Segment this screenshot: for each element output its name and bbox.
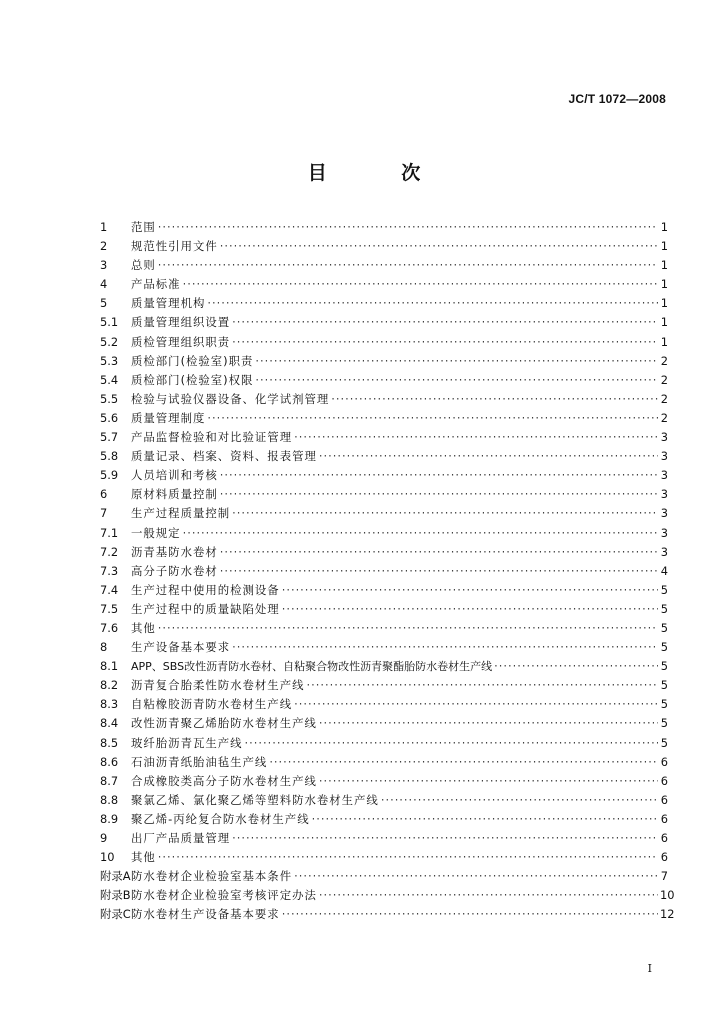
toc-entry-number: 7.6: [100, 620, 119, 635]
toc-entry-title: 总则: [131, 258, 156, 273]
toc-entry: [100, 390, 668, 409]
toc-entry-page: 6: [660, 831, 668, 845]
table-of-contents: [100, 218, 675, 924]
toc-entry: [100, 352, 668, 371]
toc-entry: [100, 237, 668, 256]
toc-entry-page: 5: [660, 697, 668, 712]
toc-entry-page: 3: [660, 449, 668, 464]
toc-entry: [100, 829, 668, 848]
toc-leader-dots: [220, 543, 658, 562]
toc-entry-title: 出厂产品质量管理: [131, 831, 231, 845]
toc-entry: [100, 333, 668, 352]
toc-entry: [100, 313, 668, 332]
toc-entry: [100, 772, 668, 791]
toc-entry-title: 聚乙烯-丙纶复合防水卷材生产线: [131, 811, 310, 826]
toc-entry-page: 5: [660, 659, 668, 674]
toc-entry-number: 5.2: [100, 334, 119, 349]
toc-leader-dots: [158, 619, 658, 638]
toc-entry: [100, 562, 668, 581]
toc-entry-title: 防水卷材企业检验室考核评定办法: [131, 888, 317, 903]
toc-leader-dots: [319, 447, 658, 466]
toc-entry-title: 质量管理组织设置: [131, 315, 231, 330]
toc-entry-number: 7.1: [100, 525, 119, 540]
toc-entry: [100, 638, 668, 657]
toc-entry-page: 6: [660, 773, 668, 788]
page-title: 目 次: [307, 162, 455, 184]
toc-entry-page: 1: [660, 220, 668, 234]
toc-entry-number: 7.4: [100, 582, 119, 597]
toc-leader-dots: [282, 600, 658, 619]
toc-entry: [100, 466, 668, 485]
toc-entry-page: 2: [660, 391, 668, 406]
toc-leader-dots: [269, 753, 658, 772]
toc-entry-title: 人员培训和考核: [131, 468, 218, 483]
toc-entry-page: 1: [660, 277, 668, 292]
toc-entry-title: 沥青基防水卷材: [131, 544, 218, 559]
toc-entry-title: 原材料质量控制: [131, 487, 218, 502]
toc-entry: [100, 371, 668, 390]
toc-leader-dots: [294, 428, 658, 447]
toc-leader-dots: [232, 504, 658, 523]
toc-entry-page: 1: [660, 296, 668, 311]
toc-entry-number: 2: [100, 239, 108, 254]
toc-entry-number: 7.5: [100, 601, 119, 616]
toc-entry-title: 防水卷材生产设备基本要求: [131, 907, 280, 922]
toc-entry-number: 5.4: [100, 372, 119, 387]
toc-entry-title: 规范性引用文件: [131, 239, 218, 254]
toc-entry: [100, 581, 668, 600]
toc-entry-number: 5.6: [100, 410, 119, 425]
toc-entry-title: 聚氯乙烯、氯化聚乙烯等塑料防水卷材生产线: [131, 792, 379, 807]
toc-entry-page: 1: [660, 258, 668, 273]
toc-entry-title: 质检部门(检验室)职责: [131, 353, 254, 368]
toc-entry-page: 3: [660, 468, 668, 483]
toc-leader-dots: [232, 829, 658, 848]
toc-leader-dots: [158, 256, 658, 275]
toc-entry-page: 1: [660, 239, 668, 254]
toc-leader-dots: [220, 485, 658, 504]
toc-entry-page: 5: [660, 582, 668, 597]
toc-entry-title: 质量管理制度: [131, 410, 206, 425]
toc-entry-title: 质检管理组织职责: [131, 334, 231, 349]
toc-entry-number: 5.1: [100, 315, 119, 330]
toc-leader-dots: [232, 638, 658, 657]
toc-leader-dots: [282, 581, 658, 600]
toc-leader-dots: [319, 772, 658, 791]
toc-entry: [100, 543, 668, 562]
toc-leader-dots: [282, 905, 658, 924]
toc-entry-page: 2: [660, 410, 668, 425]
toc-entry-page: 6: [660, 811, 668, 826]
toc-entry-page: 5: [660, 678, 668, 693]
toc-entry: [100, 256, 668, 275]
toc-entry: [100, 428, 668, 447]
toc-entry-title: 玻纤胎沥青瓦生产线: [131, 735, 243, 750]
toc-entry-number: 8.5: [100, 735, 119, 750]
toc-entry: [100, 218, 668, 237]
toc-leader-dots: [331, 390, 658, 409]
toc-entry-page: 6: [660, 792, 668, 807]
toc-leader-dots: [158, 218, 658, 237]
toc-entry-title: 合成橡胶类高分子防水卷材生产线: [131, 773, 317, 788]
toc-entry-page: 1: [660, 334, 668, 349]
toc-entry-title: 产品标准: [131, 277, 181, 292]
toc-leader-dots: [207, 294, 658, 313]
toc-leader-dots: [220, 562, 658, 581]
toc-entry-number: 8.9: [100, 811, 119, 826]
toc-leader-dots: [183, 275, 658, 294]
toc-entry-number: 8.6: [100, 754, 119, 769]
toc-entry-page: 1: [660, 315, 668, 330]
toc-entry-page: 2: [660, 353, 668, 368]
toc-entry-title: 生产过程中使用的检测设备: [131, 582, 280, 597]
toc-entry-page: 3: [660, 487, 668, 502]
toc-entry: [100, 695, 668, 714]
toc-entry-number: 5.5: [100, 391, 119, 406]
toc-entry: [100, 275, 668, 294]
toc-entry: [100, 791, 668, 810]
toc-entry-page: 5: [660, 716, 668, 731]
toc-entry: [100, 810, 668, 829]
toc-entry: [100, 504, 668, 523]
toc-entry-page: 2: [660, 372, 668, 387]
toc-entry: [100, 619, 668, 638]
toc-leader-dots: [294, 867, 658, 886]
toc-entry-number: 8.2: [100, 678, 119, 693]
toc-entry-page: 6: [660, 850, 668, 865]
toc-leader-dots: [158, 848, 658, 867]
toc-leader-dots: [319, 714, 658, 733]
toc-entry: [100, 867, 668, 886]
toc-entry-page: 3: [660, 525, 668, 540]
toc-entry-page: 5: [660, 735, 668, 750]
toc-entry: [100, 600, 668, 619]
standard-number: JC/T 1072—2008: [568, 92, 666, 106]
toc-entry-title: 产品监督检验和对比验证管理: [131, 430, 293, 445]
toc-entry-number: 5.9: [100, 468, 119, 483]
toc-entry-title: 质量管理机构: [131, 296, 206, 311]
toc-entry-number: 9: [100, 831, 108, 845]
toc-leader-dots: [255, 352, 658, 371]
toc-leader-dots: [494, 657, 658, 676]
toc-leader-dots: [207, 409, 658, 428]
toc-entry-title: 质检部门(检验室)权限: [131, 372, 254, 387]
toc-leader-dots: [312, 810, 658, 829]
toc-entry-title: 高分子防水卷材: [131, 563, 218, 578]
toc-entry-number: 1: [100, 220, 108, 234]
toc-entry: [100, 485, 668, 504]
toc-entry-title: 生产过程中的质量缺陷处理: [131, 601, 280, 616]
toc-entry-page: 3: [660, 506, 668, 521]
toc-entry: [100, 734, 668, 753]
toc-entry-title: 范围: [131, 220, 156, 234]
toc-entry: [100, 714, 668, 733]
toc-entry-title: 石油沥青纸胎油毡生产线: [131, 754, 268, 769]
toc-leader-dots: [220, 237, 658, 256]
toc-entry: [100, 657, 668, 676]
toc-leader-dots: [294, 695, 658, 714]
toc-entry-page: 5: [660, 601, 668, 616]
toc-entry-page: 6: [660, 754, 668, 769]
toc-entry-title: 一般规定: [131, 525, 181, 540]
toc-leader-dots: [255, 371, 658, 390]
toc-entry-number: 附录A: [100, 869, 131, 884]
toc-entry: [100, 886, 675, 905]
toc-entry: [100, 753, 668, 772]
toc-entry: [100, 447, 668, 466]
toc-entry-title: 检验与试验仪器设备、化学试剂管理: [131, 391, 330, 406]
toc-entry-page: 3: [660, 430, 668, 445]
toc-entry-number: 8.8: [100, 792, 119, 807]
toc-entry-number: 7.3: [100, 563, 119, 578]
toc-entry-number: 8.1: [100, 659, 119, 674]
toc-entry-page: 5: [660, 620, 668, 635]
toc-entry-page: 7: [660, 869, 668, 884]
toc-entry-number: 6: [100, 487, 108, 502]
toc-entry-title: 沥青复合胎柔性防水卷材生产线: [131, 678, 305, 693]
toc-entry-number: 8: [100, 640, 108, 655]
toc-leader-dots: [232, 333, 658, 352]
toc-entry-title: 其他: [131, 850, 156, 865]
toc-entry-title: 自粘橡胶沥青防水卷材生产线: [131, 697, 293, 712]
toc-entry-number: 5.8: [100, 449, 119, 464]
toc-entry-number: 3: [100, 258, 108, 273]
toc-entry: [100, 294, 668, 313]
page-number: I: [647, 962, 652, 975]
toc-entry-title: 其他: [131, 620, 156, 635]
toc-entry: [100, 409, 668, 428]
toc-entry-page: 5: [660, 640, 668, 655]
toc-leader-dots: [220, 466, 658, 485]
toc-leader-dots: [319, 886, 658, 905]
toc-entry-title: 改性沥青聚乙烯胎防水卷材生产线: [131, 716, 317, 731]
toc-entry-number: 8.4: [100, 716, 119, 731]
toc-entry-number: 5: [100, 296, 108, 311]
toc-entry-number: 附录C: [100, 907, 131, 922]
toc-entry-number: 8.3: [100, 697, 119, 712]
toc-entry-number: 5.7: [100, 430, 119, 445]
toc-entry-number: 4: [100, 277, 108, 292]
toc-entry-number: 7: [100, 506, 108, 521]
toc-entry-title: 防水卷材企业检验室基本条件: [131, 869, 293, 884]
toc-entry-number: 5.3: [100, 353, 119, 368]
toc-leader-dots: [232, 313, 658, 332]
toc-entry-title: 质量记录、档案、资料、报表管理: [131, 449, 317, 464]
toc-entry: [100, 905, 675, 924]
toc-entry-title: APP、SBS改性沥青防水卷材、自粘聚合物改性沥青聚酯胎防水卷材生产线: [131, 660, 493, 674]
toc-entry: [100, 848, 668, 867]
toc-entry-number: 8.7: [100, 773, 119, 788]
toc-entry: [100, 524, 668, 543]
toc-entry-page: 3: [660, 544, 668, 559]
toc-entry: [100, 676, 668, 695]
toc-entry-title: 生产过程质量控制: [131, 506, 231, 521]
toc-leader-dots: [183, 524, 658, 543]
toc-entry-number: 10: [100, 850, 115, 865]
toc-entry-page: 12: [660, 907, 675, 922]
toc-leader-dots: [306, 676, 658, 695]
toc-leader-dots: [381, 791, 658, 810]
toc-leader-dots: [245, 734, 658, 753]
toc-entry-title: 生产设备基本要求: [131, 640, 231, 655]
toc-entry-number: 7.2: [100, 544, 119, 559]
toc-entry-number: 附录B: [100, 888, 131, 903]
toc-entry-page: 4: [660, 563, 668, 578]
toc-entry-page: 10: [660, 888, 675, 903]
